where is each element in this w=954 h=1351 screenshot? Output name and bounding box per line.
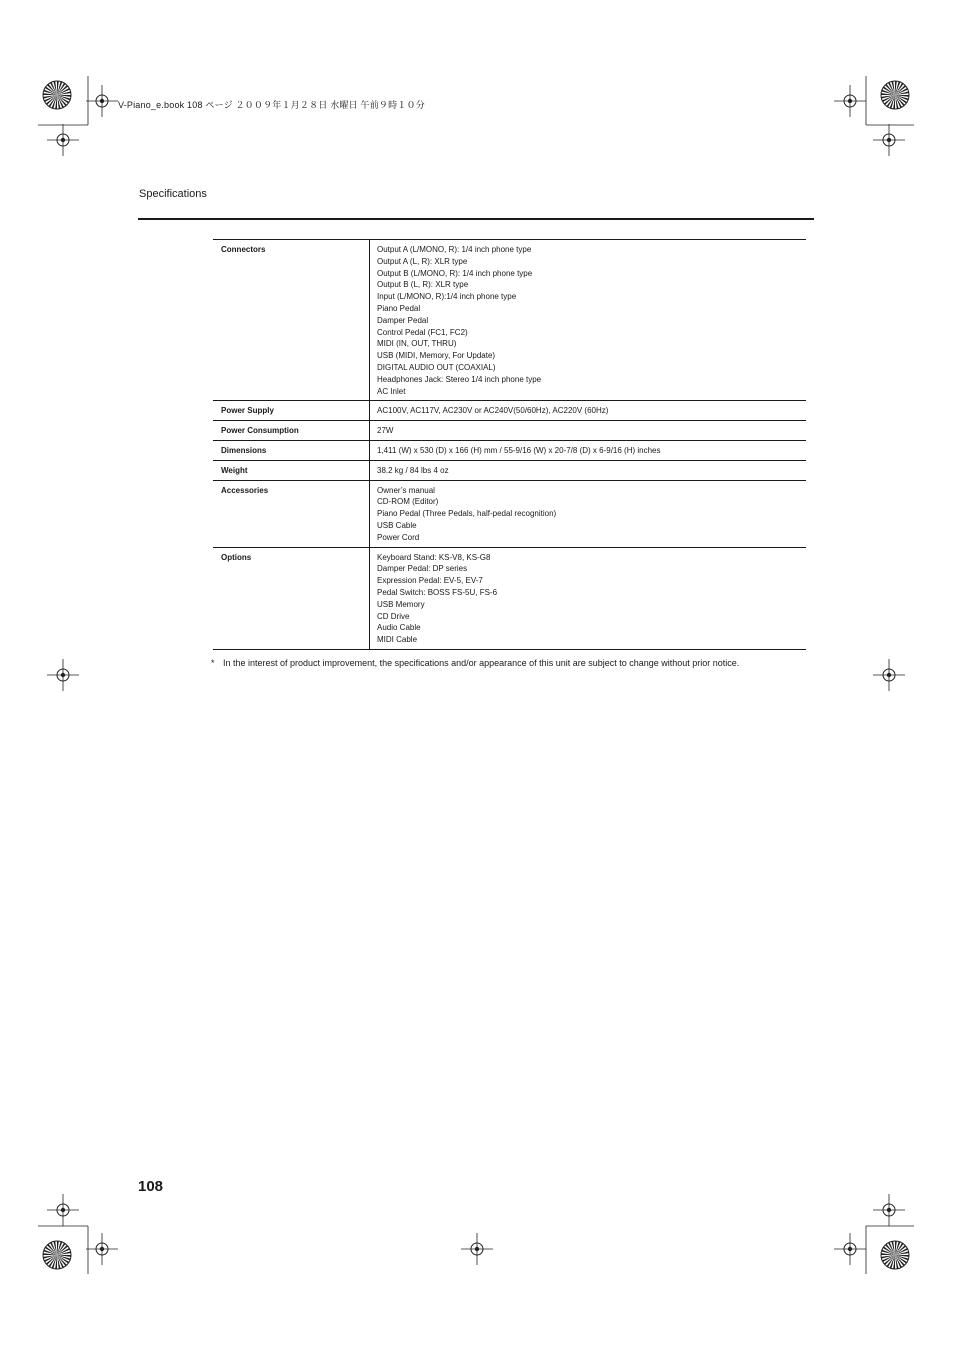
spec-label: Accessories xyxy=(221,485,269,495)
spec-row xyxy=(213,421,806,441)
spec-label: Power Supply xyxy=(221,406,274,416)
spec-value-line: USB Cable xyxy=(377,520,417,530)
spec-row xyxy=(213,240,806,401)
spec-value-line: CD Drive xyxy=(377,611,410,621)
footnote-text: In the interest of product improvement, the specifications and/or appearance of this unit are subject to change without prior notice. xyxy=(223,658,740,668)
spec-row xyxy=(213,440,806,460)
spec-row xyxy=(213,401,806,421)
spec-label: Weight xyxy=(221,465,248,475)
spec-value xyxy=(370,401,807,421)
spec-value-line: MIDI Cable xyxy=(377,635,418,645)
spec-value-line: DIGITAL AUDIO OUT (COAXIAL) xyxy=(377,362,496,372)
spec-value-line: Output A (L/MONO, R): 1/4 inch phone type xyxy=(377,245,532,254)
spec-value-line: 38.2 kg / 84 lbs 4 oz xyxy=(377,465,449,475)
spec-label: Power Consumption xyxy=(221,426,299,436)
spec-value-line: Output B (L, R): XLR type xyxy=(377,280,469,290)
header-rule xyxy=(138,218,814,220)
spec-value-line: AC100V, AC117V, AC230V or AC240V(50/60Hz), AC220V (60Hz) xyxy=(377,406,609,416)
spec-value-line: AC Inlet xyxy=(377,386,406,396)
spec-value-line: Power Cord xyxy=(377,532,420,542)
spec-value-line: USB (MIDI, Memory, For Update) xyxy=(377,351,496,361)
spec-label: Dimensions xyxy=(221,445,267,455)
spec-value-line: Audio Cable xyxy=(377,623,421,633)
spec-row xyxy=(213,480,806,547)
footnote-marker: * xyxy=(211,658,215,668)
spec-value xyxy=(370,480,807,547)
section-title: Specifications xyxy=(139,188,207,200)
spec-value xyxy=(370,421,807,441)
spec-value xyxy=(370,460,807,480)
spec-value xyxy=(370,440,807,460)
spec-value-line: Pedal Switch: BOSS FS-5U, FS-6 xyxy=(377,587,498,597)
specifications-table xyxy=(213,239,806,650)
spec-value-line: Input (L/MONO, R):1/4 inch phone type xyxy=(377,292,517,302)
spec-value-line: Output B (L/MONO, R): 1/4 inch phone type xyxy=(377,268,533,278)
spec-value xyxy=(370,547,807,649)
spec-value-line: 27W xyxy=(377,426,394,436)
page-number: 108 xyxy=(138,1178,164,1195)
spec-value-line: Control Pedal (FC1, FC2) xyxy=(377,327,468,337)
spec-value-line: Piano Pedal (Three Pedals, half-pedal recognition) xyxy=(377,509,557,519)
spec-value-line: Headphones Jack: Stereo 1/4 inch phone type xyxy=(377,374,542,384)
spec-row xyxy=(213,460,806,480)
spec-value-line: Output A (L, R): XLR type xyxy=(377,256,468,266)
spec-value xyxy=(370,240,807,401)
spec-value-line: Expression Pedal: EV-5, EV-7 xyxy=(377,576,483,586)
spec-value-line: 1,411 (W) x 530 (D) x 166 (H) mm / 55-9/16 (W) x 20-7/8 (D) x 6-9/16 (H) inches xyxy=(377,445,661,455)
file-info-header: V-Piano_e.book 108 ページ ２００９年１月２８日 水曜日 午前９時１０分 xyxy=(118,100,425,110)
footnote xyxy=(211,658,739,668)
spec-value-line: Damper Pedal xyxy=(377,315,429,325)
spec-value-line: Owner’s manual xyxy=(377,485,435,495)
spec-value-line: Keyboard Stand: KS-V8, KS-G8 xyxy=(377,552,491,562)
spec-label: Options xyxy=(221,552,252,562)
spec-value-line: MIDI (IN, OUT, THRU) xyxy=(377,339,457,349)
spec-row xyxy=(213,547,806,649)
spec-label: Connectors xyxy=(221,245,266,254)
spec-value-line: Damper Pedal: DP series xyxy=(377,564,468,574)
spec-value-line: USB Memory xyxy=(377,599,425,609)
spec-value-line: Piano Pedal xyxy=(377,303,421,313)
spec-value-line: CD-ROM (Editor) xyxy=(377,497,439,507)
